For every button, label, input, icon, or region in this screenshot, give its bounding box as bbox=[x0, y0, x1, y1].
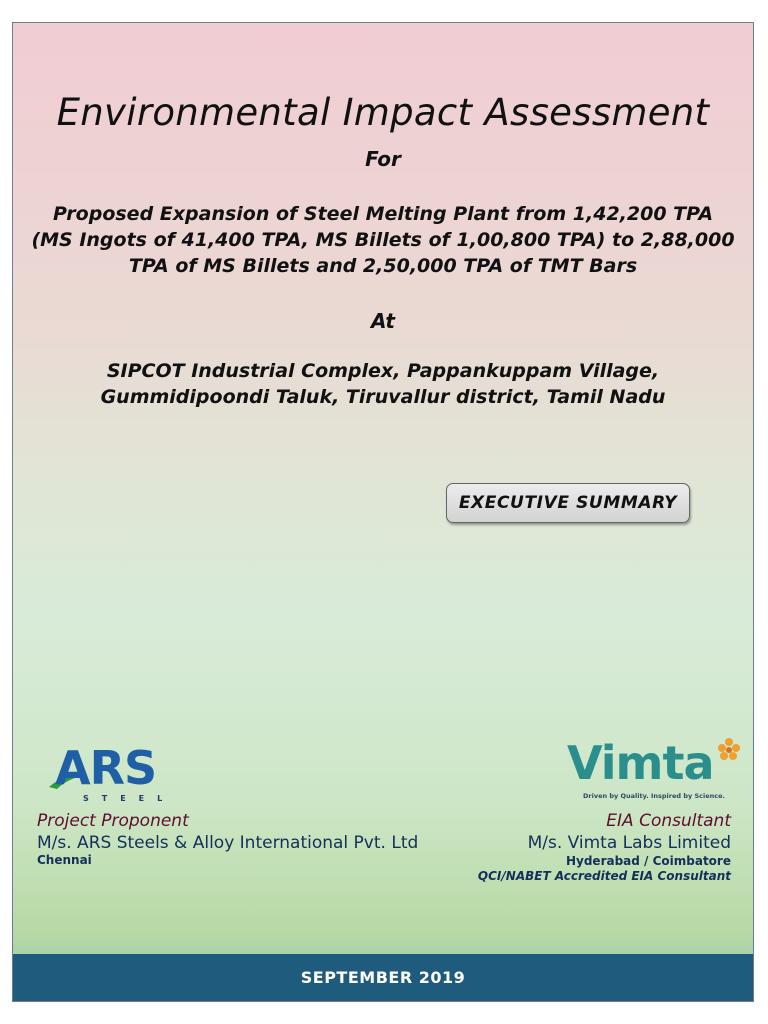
vimta-logo bbox=[567, 735, 742, 805]
at-label: At bbox=[371, 309, 395, 333]
location-line: SIPCOT Industrial Complex, Pappankuppam Village, bbox=[106, 360, 660, 382]
consultant-accreditation: QCI/NABET Accredited EIA Consultant bbox=[477, 869, 731, 883]
footer-date-bar: SEPTEMBER 2019 bbox=[13, 954, 753, 1001]
consultant-name: M/s. Vimta Labs Limited bbox=[527, 833, 731, 853]
ars-logo-subtext: STEEL bbox=[83, 794, 176, 803]
proposal-line: (MS Ingots of 41,400 TPA, MS Billets of 1,00,800 TPA) to 2,88,000 bbox=[31, 229, 735, 251]
proposal-line: TPA of MS Billets and 2,50,000 TPA of TMT Bars bbox=[128, 255, 638, 277]
consultant-label: EIA Consultant bbox=[606, 811, 731, 831]
executive-summary-button[interactable]: EXECUTIVE SUMMARY bbox=[446, 483, 690, 523]
document-title: Environmental Impact Assessment bbox=[56, 91, 710, 134]
project-location bbox=[13, 358, 753, 410]
proponent-name: M/s. ARS Steels & Alloy International Pvt. Ltd bbox=[37, 833, 419, 853]
proponent-label: Project Proponent bbox=[37, 811, 189, 831]
for-label: For bbox=[365, 147, 401, 171]
ars-steel-logo bbox=[45, 739, 195, 809]
location-line: Gummidipoondi Taluk, Tiruvallur district, Tamil Nadu bbox=[100, 386, 666, 408]
report-cover bbox=[12, 22, 754, 1002]
proponent-city: Chennai bbox=[37, 853, 92, 867]
vimta-logo-text: Vimta bbox=[567, 736, 714, 790]
proposal-line: Proposed Expansion of Steel Melting Plant from 1,42,200 TPA bbox=[52, 203, 714, 225]
ars-logo-text: ARS bbox=[55, 741, 157, 795]
vimta-tagline: Driven by Quality. Inspired by Science. bbox=[583, 792, 726, 800]
proposal-description bbox=[13, 201, 753, 279]
consultant-city: Hyderabad / Coimbatore bbox=[565, 854, 731, 868]
flower-icon bbox=[717, 737, 741, 761]
